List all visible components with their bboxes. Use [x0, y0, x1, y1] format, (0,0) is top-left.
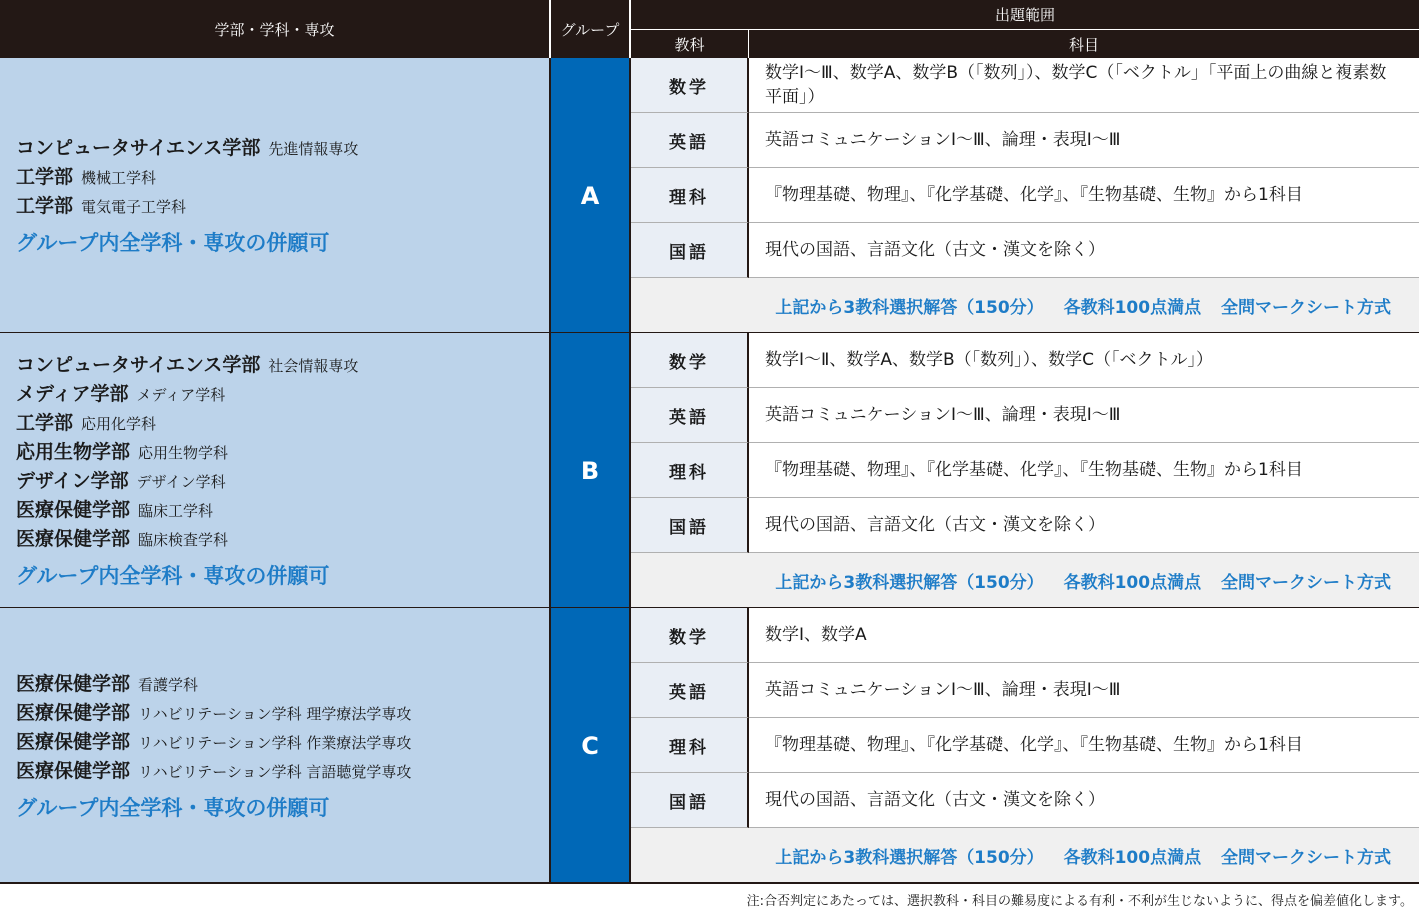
group-divider [0, 882, 1419, 884]
department-name: 機械工学科 [81, 169, 157, 187]
header-group: グループ [551, 0, 631, 58]
subject-name: 理科 [631, 718, 749, 773]
exam-summary: 上記から3教科選択解答（150分） 各教科100点満点 全問マークシート方式 [631, 553, 1419, 608]
combined-application-note: グループ内全学科・専攻の併願可 [16, 795, 330, 820]
dept-line [16, 134, 543, 163]
dept-line [16, 670, 543, 699]
dept-line [16, 163, 543, 192]
department-name: 社会情報専攻 [268, 357, 359, 375]
dept-cell-group-c [0, 608, 551, 883]
faculty-name: 医療保健学部 [16, 528, 131, 550]
department-name: 先進情報専攻 [268, 140, 359, 158]
faculty-name: 応用生物学部 [16, 441, 131, 463]
subject-range [749, 663, 1419, 718]
department-name: リハビリテーション学科 作業療法学専攻 [138, 733, 412, 752]
header-dept: 学部・学科・専攻 [0, 0, 551, 58]
faculty-name: 医療保健学部 [16, 759, 131, 782]
subject-range [749, 443, 1419, 498]
subject-name: 国語 [631, 773, 749, 828]
subject-range [749, 608, 1419, 663]
subject-range-text: 現代の国語、言語文化（古文・漢文を除く） [765, 515, 1105, 535]
subject-range-text: 現代の国語、言語文化（古文・漢文を除く） [765, 240, 1105, 260]
dept-line [16, 192, 543, 221]
faculty-name: コンピュータサイエンス学部 [16, 354, 261, 376]
combined-application-note: グループ内全学科・専攻の併願可 [16, 564, 330, 588]
subject-name: 英語 [631, 663, 749, 718]
subject-range-text: 現代の国語、言語文化（古文・漢文を除く） [765, 790, 1105, 810]
faculty-name: 工学部 [16, 412, 74, 434]
dept-line [16, 757, 543, 786]
dept-line [16, 467, 543, 496]
department-name: 応用化学科 [81, 415, 157, 433]
dept-line [16, 351, 543, 380]
dept-line [16, 409, 543, 438]
exam-summary: 上記から3教科選択解答（150分） 各教科100点満点 全問マークシート方式 [631, 278, 1419, 333]
department-name: 臨床工学科 [138, 502, 214, 520]
faculty-name: 医療保健学部 [16, 701, 131, 724]
subject-range [749, 223, 1419, 278]
subject-range-text: 数学Ⅰ、数学A [765, 625, 867, 645]
subject-name: 数学 [631, 608, 749, 663]
faculty-name: 医療保健学部 [16, 730, 131, 753]
faculty-name: コンピュータサイエンス学部 [16, 137, 261, 159]
subject-range-text: 『物理基礎、物理』、『化学基礎、化学』、『生物基礎、生物』から1科目 [765, 735, 1303, 755]
department-name: リハビリテーション学科 理学療法学専攻 [138, 704, 412, 723]
faculty-name: 医療保健学部 [16, 499, 131, 521]
footnote: 注:合否判定にあたっては、選択教科・科目の難易度による有利・不利が生じないように、得点を偏差値化します。 [746, 894, 1413, 909]
subject-range [749, 773, 1419, 828]
department-name: デザイン学科 [136, 473, 226, 491]
department-name: リハビリテーション学科 言語聴覚学専攻 [138, 762, 412, 781]
subject-range [749, 58, 1419, 113]
group-letter-c: C [551, 608, 631, 883]
subject-range-text: 『物理基礎、物理』、『化学基礎、化学』、『生物基礎、生物』から1科目 [765, 460, 1303, 480]
subject-name: 数学 [631, 58, 749, 113]
subject-range [749, 113, 1419, 168]
subject-range-text: 英語コミュニケーションⅠ～Ⅲ、論理・表現Ⅰ～Ⅲ [765, 130, 1121, 150]
dept-list [16, 333, 543, 608]
department-name: メディア学科 [136, 386, 226, 404]
department-name: 臨床検査学科 [138, 531, 229, 549]
dept-line [16, 438, 543, 467]
header-scope: 出題範囲 [631, 0, 1419, 30]
dept-line [16, 699, 543, 728]
department-name: 応用生物学科 [138, 444, 229, 462]
header-range: 科目 [749, 30, 1419, 58]
subject-name: 国語 [631, 223, 749, 278]
subject-range-text: 数学Ⅰ～Ⅲ、数学A、数学B（「数列」）、数学C（「ベクトル」「平面上の曲線と複素数平面」） [765, 63, 1387, 107]
department-name: 看護学科 [138, 675, 199, 694]
subject-name: 英語 [631, 113, 749, 168]
combined-application-note: グループ内全学科・専攻の併願可 [16, 231, 330, 255]
subject-name: 理科 [631, 443, 749, 498]
dept-list [16, 58, 543, 333]
subject-range-text: 英語コミュニケーションⅠ～Ⅲ、論理・表現Ⅰ～Ⅲ [765, 680, 1121, 700]
dept-line [16, 380, 543, 409]
dept-line [16, 728, 543, 757]
subject-range [749, 168, 1419, 223]
subject-range [749, 718, 1419, 773]
group-letter-b: B [551, 333, 631, 608]
faculty-name: 工学部 [16, 195, 74, 217]
dept-line [16, 525, 543, 554]
subject-name: 理科 [631, 168, 749, 223]
faculty-name: メディア学部 [16, 383, 129, 405]
department-name: 電気電子工学科 [81, 198, 187, 216]
group-letter-a: A [551, 58, 631, 333]
dept-line [16, 496, 543, 525]
subject-range-text: 英語コミュニケーションⅠ～Ⅲ、論理・表現Ⅰ～Ⅲ [765, 405, 1121, 425]
dept-list [16, 608, 543, 883]
subject-name: 国語 [631, 498, 749, 553]
header-subject: 教科 [631, 30, 749, 58]
subject-name: 英語 [631, 388, 749, 443]
subject-name: 数学 [631, 333, 749, 388]
subject-range [749, 498, 1419, 553]
subject-range-text: 数学Ⅰ～Ⅱ、数学A、数学B（「数列」）、数学C（「ベクトル」） [765, 350, 1214, 370]
dept-cell-group-a [0, 58, 551, 333]
dept-cell-group-b [0, 333, 551, 608]
subject-range-text: 『物理基礎、物理』、『化学基礎、化学』、『生物基礎、生物』から1科目 [765, 185, 1303, 205]
exam-summary: 上記から3教科選択解答（150分） 各教科100点満点 全問マークシート方式 [631, 828, 1419, 883]
faculty-name: デザイン学部 [16, 470, 129, 492]
faculty-name: 工学部 [16, 166, 74, 188]
subject-range [749, 333, 1419, 388]
faculty-name: 医療保健学部 [16, 672, 131, 695]
subject-range [749, 388, 1419, 443]
